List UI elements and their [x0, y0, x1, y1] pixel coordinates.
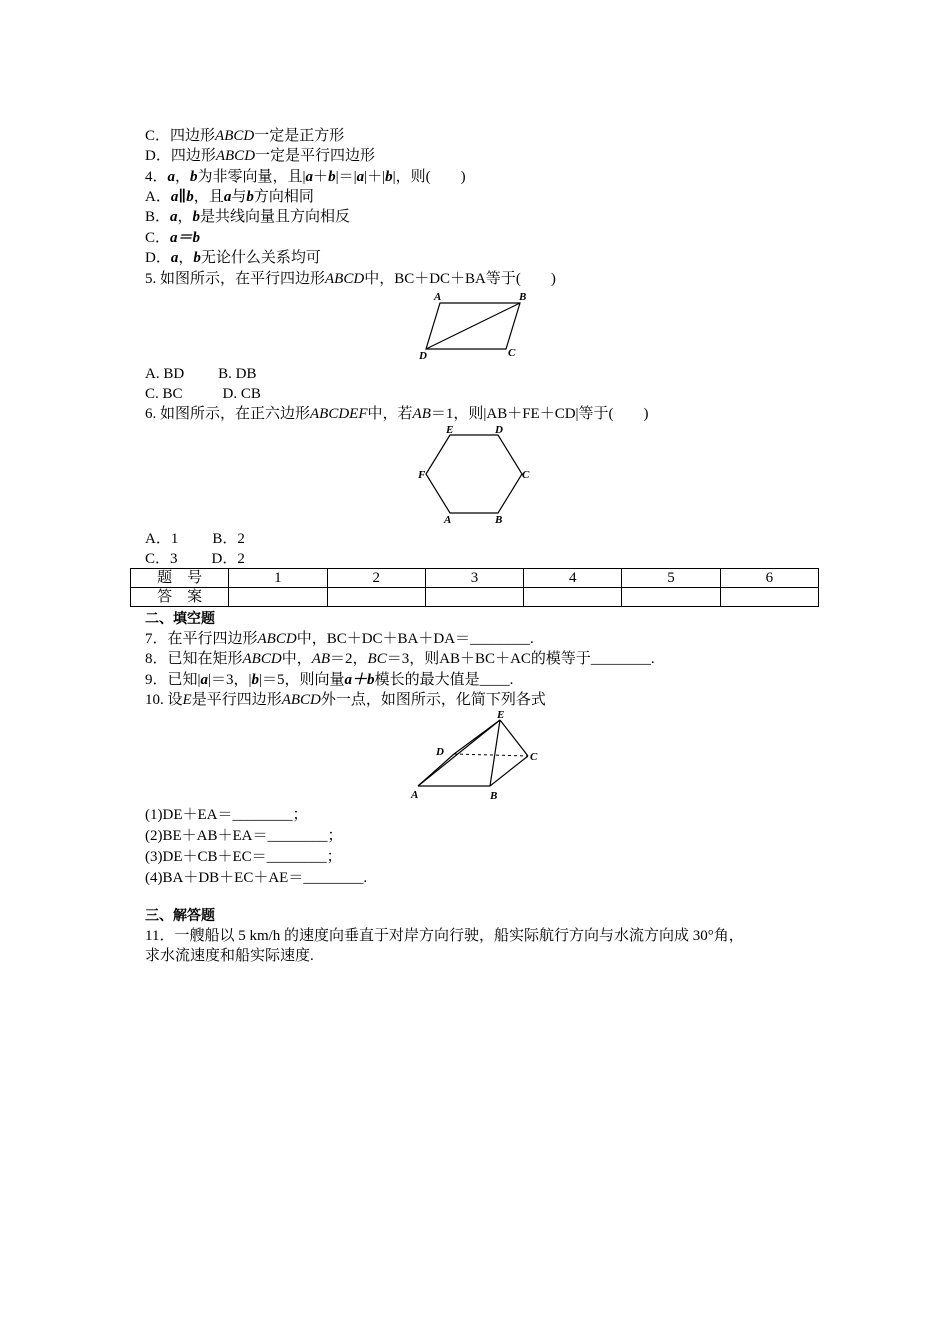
answer-cell-4[interactable] — [524, 588, 622, 607]
vertex-label-c: C — [522, 469, 530, 481]
q4-option-d: D．a，b无论什么关系均可 — [145, 250, 321, 266]
edge-be — [490, 720, 500, 786]
section-heading-answer: 三、解答题 — [145, 908, 215, 924]
table-cell: 2 — [327, 569, 425, 588]
vertex-label-e: E — [497, 709, 505, 721]
q3-option-c: C．四边形ABCD一定是正方形 — [145, 128, 345, 144]
q8-stem: 8．已知在矩形ABCD中，AB＝2，BC＝3，则AB＋BC＋AC的模等于________. — [145, 651, 655, 667]
answer-cell-1[interactable] — [229, 588, 327, 607]
q10-pyramid-figure — [406, 708, 552, 802]
vertex-label-d: D — [495, 424, 503, 436]
q5-options-row1: A. BD B. DB — [145, 366, 257, 382]
table-cell: 1 — [229, 569, 327, 588]
answer-cell-5[interactable] — [622, 588, 720, 607]
edge-de — [454, 720, 500, 754]
hexagon-outline — [426, 435, 522, 513]
diagonal-db — [426, 303, 520, 349]
table-cell: 5 — [622, 569, 720, 588]
q9-stem: 9．已知|a|＝3，|b|＝5，则向量a＋b模长的最大值是____. — [145, 672, 514, 688]
edge-dc-hidden — [454, 754, 528, 756]
q6-stem: 6. 如图所示，在正六边形ABCDEF中，若AB＝1，则|AB＋FE＋CD|等于( ) — [145, 406, 649, 422]
q4-option-a: A．a∥b，且a与b方向相同 — [145, 189, 314, 205]
edge-ae — [418, 720, 500, 786]
q6-hexagon-figure — [414, 423, 538, 527]
table-header-question-number: 题 号 — [131, 569, 229, 588]
table-row — [131, 588, 819, 607]
answer-cell-3[interactable] — [425, 588, 523, 607]
table-cell: 4 — [524, 569, 622, 588]
vertex-label-b: B — [495, 514, 503, 526]
q10-item-3: (3)DE＋CB＋EC＝________； — [145, 849, 342, 865]
q10-stem: 10. 设E是平行四边形ABCD外一点，如图所示，化简下列各式 — [145, 692, 546, 708]
edge-bc — [490, 756, 528, 786]
q5-parallelogram-figure — [416, 288, 536, 364]
q6-options-row1: A．1 B．2 — [145, 531, 245, 547]
table-cell: 6 — [720, 569, 818, 588]
vertex-label-d: D — [436, 746, 444, 758]
q4-option-b: B．a，b是共线向量且方向相反 — [145, 209, 351, 225]
answer-cell-2[interactable] — [327, 588, 425, 607]
q3-option-d: D．四边形ABCD一定是平行四边形 — [145, 148, 376, 164]
q7-stem: 7．在平行四边形ABCD中，BC＋DC＋BA＋DA＝________. — [145, 631, 534, 647]
section-heading-fill-in: 二、填空题 — [145, 611, 215, 627]
vertex-label-a: A — [444, 514, 452, 526]
q4-option-c: C．a＝b — [145, 230, 201, 246]
q10-item-1: (1)DE＋EA＝________； — [145, 807, 308, 823]
q5-stem: 5. 如图所示，在平行四边形ABCD中，BC＋DC＋BA等于( ) — [145, 271, 556, 287]
vertex-label-c: C — [508, 347, 516, 359]
answer-table — [130, 568, 819, 607]
table-cell: 3 — [425, 569, 523, 588]
vertex-label-a: A — [434, 291, 442, 303]
table-header-answer: 答 案 — [131, 588, 229, 607]
q11-line-1: 11．一艘船以 5 km/h 的速度向垂直于对岸方向行驶，船实际航行方向与水流方向成 30°角， — [145, 928, 744, 944]
vertex-label-d: D — [419, 350, 427, 362]
answer-cell-6[interactable] — [720, 588, 818, 607]
q4-stem: 4．a，b为非零向量，且|a＋b|＝|a|＋|b|，则( ) — [145, 169, 466, 185]
q11-line-2: 求水流速度和船实际速度. — [145, 948, 314, 964]
vertex-label-b: B — [519, 291, 527, 303]
vertex-label-f: F — [418, 469, 426, 481]
q10-item-4: (4)BA＋DB＋EC＋AE＝________. — [145, 870, 368, 886]
edge-ce — [500, 720, 528, 756]
q5-options-row2: C. BC D. CB — [145, 386, 261, 402]
table-row — [131, 569, 819, 588]
vertex-label-c: C — [530, 751, 538, 763]
vertex-label-a: A — [411, 789, 419, 801]
q6-options-row2: C．3 D．2 — [145, 551, 245, 567]
vertex-label-b: B — [490, 790, 498, 802]
vertex-label-e: E — [446, 424, 454, 436]
q10-item-2: (2)BE＋AB＋EA＝________； — [145, 828, 343, 844]
